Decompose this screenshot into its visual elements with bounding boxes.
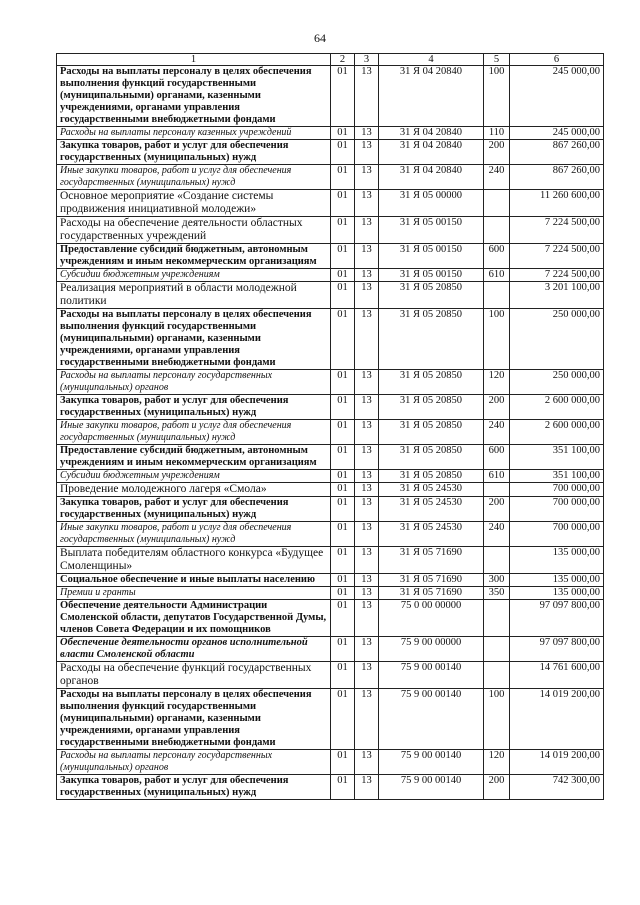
row-name: Обеспечение деятельности Администрации Смоленской области, депутатов Государственной Думы, членов Совета Федерации и их помощников xyxy=(57,600,331,637)
row-name: Субсидии бюджетным учреждениям xyxy=(57,470,331,483)
table-row xyxy=(57,370,604,395)
row-subsection: 13 xyxy=(355,395,379,420)
row-subsection: 13 xyxy=(355,282,379,309)
row-name: Расходы на выплаты персоналу казенных учреждений xyxy=(57,127,331,140)
row-name: Расходы на выплаты персоналу государственных (муниципальных) органов xyxy=(57,750,331,775)
table-row xyxy=(57,637,604,662)
page-number: 64 xyxy=(314,31,326,45)
row-name: Реализация мероприятий в области молодежной политики xyxy=(57,282,331,309)
row-subsection: 13 xyxy=(355,547,379,574)
row-type xyxy=(484,547,510,574)
row-section: 01 xyxy=(331,574,355,587)
row-amount: 245 000,00 xyxy=(510,127,604,140)
row-code: 31 Я 05 20850 xyxy=(379,420,484,445)
row-section: 01 xyxy=(331,547,355,574)
row-section: 01 xyxy=(331,165,355,190)
row-subsection: 13 xyxy=(355,600,379,637)
row-amount: 135 000,00 xyxy=(510,547,604,574)
row-name: Расходы на выплаты персоналу в целях обеспечения выполнения функций государственными (муниципальными) органами, казенными учреждениями, органами управления государственными внебюджетными фондами xyxy=(57,66,331,127)
row-name: Закупка товаров, работ и услуг для обеспечения государственных (муниципальных) нужд xyxy=(57,775,331,800)
row-name: Закупка товаров, работ и услуг для обеспечения государственных (муниципальных) нужд xyxy=(57,497,331,522)
row-type: 600 xyxy=(484,244,510,269)
row-subsection: 13 xyxy=(355,445,379,470)
header-cell: 6 xyxy=(510,54,604,66)
table-row xyxy=(57,395,604,420)
row-amount: 867 260,00 xyxy=(510,140,604,165)
row-section: 01 xyxy=(331,483,355,497)
table-row xyxy=(57,127,604,140)
row-name: Расходы на выплаты персоналу в целях обеспечения выполнения функций государственными (муниципальными) органами, казенными учреждениями, органами управления государственными внебюджетными фондами xyxy=(57,689,331,750)
row-code: 31 Я 05 71690 xyxy=(379,587,484,600)
row-section: 01 xyxy=(331,244,355,269)
table-row xyxy=(57,165,604,190)
row-subsection: 13 xyxy=(355,140,379,165)
row-type: 200 xyxy=(484,497,510,522)
row-name: Обеспечение деятельности органов исполнительной власти Смоленской области xyxy=(57,637,331,662)
row-type: 100 xyxy=(484,309,510,370)
row-section: 01 xyxy=(331,600,355,637)
row-code: 75 9 00 00140 xyxy=(379,750,484,775)
row-section: 01 xyxy=(331,217,355,244)
row-type: 200 xyxy=(484,140,510,165)
row-section: 01 xyxy=(331,282,355,309)
row-name: Премии и гранты xyxy=(57,587,331,600)
row-type: 120 xyxy=(484,750,510,775)
row-type xyxy=(484,600,510,637)
row-section: 01 xyxy=(331,750,355,775)
row-subsection: 13 xyxy=(355,420,379,445)
row-amount: 135 000,00 xyxy=(510,587,604,600)
table-body xyxy=(57,66,604,800)
table-row xyxy=(57,309,604,370)
row-code: 75 9 00 00140 xyxy=(379,662,484,689)
row-section: 01 xyxy=(331,309,355,370)
row-code: 31 Я 05 24530 xyxy=(379,497,484,522)
row-code: 31 Я 04 20840 xyxy=(379,66,484,127)
table-row xyxy=(57,689,604,750)
row-subsection: 13 xyxy=(355,370,379,395)
table-row xyxy=(57,547,604,574)
row-amount: 7 224 500,00 xyxy=(510,244,604,269)
row-code: 31 Я 05 24530 xyxy=(379,483,484,497)
row-subsection: 13 xyxy=(355,483,379,497)
row-section: 01 xyxy=(331,190,355,217)
row-section: 01 xyxy=(331,370,355,395)
row-code: 31 Я 05 71690 xyxy=(379,547,484,574)
row-name: Предоставление субсидий бюджетным, автономным учреждениям и иным некоммерческим организациям xyxy=(57,244,331,269)
row-section: 01 xyxy=(331,662,355,689)
table-row xyxy=(57,140,604,165)
table-row xyxy=(57,282,604,309)
row-type: 610 xyxy=(484,470,510,483)
row-subsection: 13 xyxy=(355,689,379,750)
row-section: 01 xyxy=(331,775,355,800)
row-type: 110 xyxy=(484,127,510,140)
row-subsection: 13 xyxy=(355,217,379,244)
row-section: 01 xyxy=(331,420,355,445)
row-type xyxy=(484,217,510,244)
row-subsection: 13 xyxy=(355,574,379,587)
row-code: 31 Я 05 20850 xyxy=(379,445,484,470)
row-section: 01 xyxy=(331,689,355,750)
row-name: Расходы на выплаты персоналу государственных (муниципальных) органов xyxy=(57,370,331,395)
row-section: 01 xyxy=(331,127,355,140)
row-type: 240 xyxy=(484,165,510,190)
table-row xyxy=(57,445,604,470)
row-type: 120 xyxy=(484,370,510,395)
row-name: Расходы на обеспечение функций государственных органов xyxy=(57,662,331,689)
table-row xyxy=(57,662,604,689)
table-row xyxy=(57,587,604,600)
row-subsection: 13 xyxy=(355,165,379,190)
row-code: 75 0 00 00000 xyxy=(379,600,484,637)
header-cell: 4 xyxy=(379,54,484,66)
row-amount: 97 097 800,00 xyxy=(510,637,604,662)
row-amount: 14 019 200,00 xyxy=(510,750,604,775)
table-row xyxy=(57,750,604,775)
row-section: 01 xyxy=(331,66,355,127)
row-subsection: 13 xyxy=(355,775,379,800)
row-subsection: 13 xyxy=(355,637,379,662)
row-name: Предоставление субсидий бюджетным, автономным учреждениям и иным некоммерческим организациям xyxy=(57,445,331,470)
row-subsection: 13 xyxy=(355,269,379,282)
row-subsection: 13 xyxy=(355,66,379,127)
row-section: 01 xyxy=(331,587,355,600)
row-code: 31 Я 04 20840 xyxy=(379,165,484,190)
row-name: Выплата победителям областного конкурса «Будущее Смоленщины» xyxy=(57,547,331,574)
row-type: 100 xyxy=(484,689,510,750)
row-type xyxy=(484,662,510,689)
row-amount: 700 000,00 xyxy=(510,483,604,497)
row-name: Закупка товаров, работ и услуг для обеспечения государственных (муниципальных) нужд xyxy=(57,395,331,420)
row-type xyxy=(484,483,510,497)
row-code: 75 9 00 00140 xyxy=(379,775,484,800)
table-row xyxy=(57,574,604,587)
table-row xyxy=(57,66,604,127)
row-name: Расходы на обеспечение деятельности областных государственных учреждений xyxy=(57,217,331,244)
table-row xyxy=(57,522,604,547)
row-amount: 3 201 100,00 xyxy=(510,282,604,309)
row-type: 600 xyxy=(484,445,510,470)
row-section: 01 xyxy=(331,522,355,547)
row-type: 100 xyxy=(484,66,510,127)
row-code: 31 Я 04 20840 xyxy=(379,140,484,165)
header-cell: 5 xyxy=(484,54,510,66)
row-subsection: 13 xyxy=(355,662,379,689)
table-row xyxy=(57,244,604,269)
row-type: 240 xyxy=(484,522,510,547)
row-type: 300 xyxy=(484,574,510,587)
row-type: 610 xyxy=(484,269,510,282)
row-section: 01 xyxy=(331,269,355,282)
row-amount: 351 100,00 xyxy=(510,445,604,470)
row-type: 240 xyxy=(484,420,510,445)
table-row xyxy=(57,217,604,244)
row-code: 31 Я 05 20850 xyxy=(379,282,484,309)
row-type: 200 xyxy=(484,775,510,800)
table-row xyxy=(57,470,604,483)
row-code: 75 9 00 00140 xyxy=(379,689,484,750)
row-section: 01 xyxy=(331,395,355,420)
row-name: Социальное обеспечение и иные выплаты населению xyxy=(57,574,331,587)
row-amount: 245 000,00 xyxy=(510,66,604,127)
table-row xyxy=(57,190,604,217)
row-code: 75 9 00 00000 xyxy=(379,637,484,662)
row-section: 01 xyxy=(331,470,355,483)
row-subsection: 13 xyxy=(355,522,379,547)
row-subsection: 13 xyxy=(355,497,379,522)
row-section: 01 xyxy=(331,497,355,522)
row-subsection: 13 xyxy=(355,750,379,775)
header-cell: 1 xyxy=(57,54,331,66)
row-code: 31 Я 05 20850 xyxy=(379,470,484,483)
row-name: Проведение молодежного лагеря «Смола» xyxy=(57,483,331,497)
row-amount: 135 000,00 xyxy=(510,574,604,587)
row-name: Субсидии бюджетным учреждениям xyxy=(57,269,331,282)
row-code: 31 Я 05 00150 xyxy=(379,269,484,282)
row-amount: 11 260 600,00 xyxy=(510,190,604,217)
row-name: Иные закупки товаров, работ и услуг для обеспечения государственных (муниципальных) нужд xyxy=(57,420,331,445)
row-subsection: 13 xyxy=(355,127,379,140)
row-amount: 7 224 500,00 xyxy=(510,217,604,244)
row-amount: 14 019 200,00 xyxy=(510,689,604,750)
row-subsection: 13 xyxy=(355,244,379,269)
row-code: 31 Я 05 00150 xyxy=(379,244,484,269)
row-name: Закупка товаров, работ и услуг для обеспечения государственных (муниципальных) нужд xyxy=(57,140,331,165)
row-type: 200 xyxy=(484,395,510,420)
header-row xyxy=(57,54,604,66)
header-cell: 3 xyxy=(355,54,379,66)
row-subsection: 13 xyxy=(355,190,379,217)
row-amount: 867 260,00 xyxy=(510,165,604,190)
row-amount: 97 097 800,00 xyxy=(510,600,604,637)
row-section: 01 xyxy=(331,637,355,662)
row-code: 31 Я 05 71690 xyxy=(379,574,484,587)
row-type xyxy=(484,637,510,662)
row-subsection: 13 xyxy=(355,309,379,370)
row-code: 31 Я 05 20850 xyxy=(379,370,484,395)
row-type xyxy=(484,282,510,309)
row-amount: 2 600 000,00 xyxy=(510,395,604,420)
row-code: 31 Я 04 20840 xyxy=(379,127,484,140)
row-code: 31 Я 05 20850 xyxy=(379,309,484,370)
row-name: Основное мероприятие «Создание системы продвижения инициативной молодежи» xyxy=(57,190,331,217)
row-code: 31 Я 05 24530 xyxy=(379,522,484,547)
table-row xyxy=(57,497,604,522)
row-subsection: 13 xyxy=(355,587,379,600)
budget-table xyxy=(56,53,604,800)
header-cell: 2 xyxy=(331,54,355,66)
row-name: Расходы на выплаты персоналу в целях обеспечения выполнения функций государственными (муниципальными) органами, казенными учреждениями, органами управления государственными внебюджетными фондами xyxy=(57,309,331,370)
row-amount: 7 224 500,00 xyxy=(510,269,604,282)
row-name: Иные закупки товаров, работ и услуг для обеспечения государственных (муниципальных) нужд xyxy=(57,165,331,190)
row-type xyxy=(484,190,510,217)
row-name: Иные закупки товаров, работ и услуг для обеспечения государственных (муниципальных) нужд xyxy=(57,522,331,547)
row-section: 01 xyxy=(331,140,355,165)
table-row xyxy=(57,483,604,497)
row-type: 350 xyxy=(484,587,510,600)
row-amount: 2 600 000,00 xyxy=(510,420,604,445)
table-row xyxy=(57,775,604,800)
row-subsection: 13 xyxy=(355,470,379,483)
table-row xyxy=(57,600,604,637)
row-code: 31 Я 05 20850 xyxy=(379,395,484,420)
row-code: 31 Я 05 00150 xyxy=(379,217,484,244)
row-amount: 250 000,00 xyxy=(510,309,604,370)
row-code: 31 Я 05 00000 xyxy=(379,190,484,217)
row-amount: 351 100,00 xyxy=(510,470,604,483)
row-amount: 700 000,00 xyxy=(510,497,604,522)
table-row xyxy=(57,269,604,282)
row-amount: 742 300,00 xyxy=(510,775,604,800)
row-amount: 250 000,00 xyxy=(510,370,604,395)
row-amount: 14 761 600,00 xyxy=(510,662,604,689)
table-row xyxy=(57,420,604,445)
row-amount: 700 000,00 xyxy=(510,522,604,547)
row-section: 01 xyxy=(331,445,355,470)
